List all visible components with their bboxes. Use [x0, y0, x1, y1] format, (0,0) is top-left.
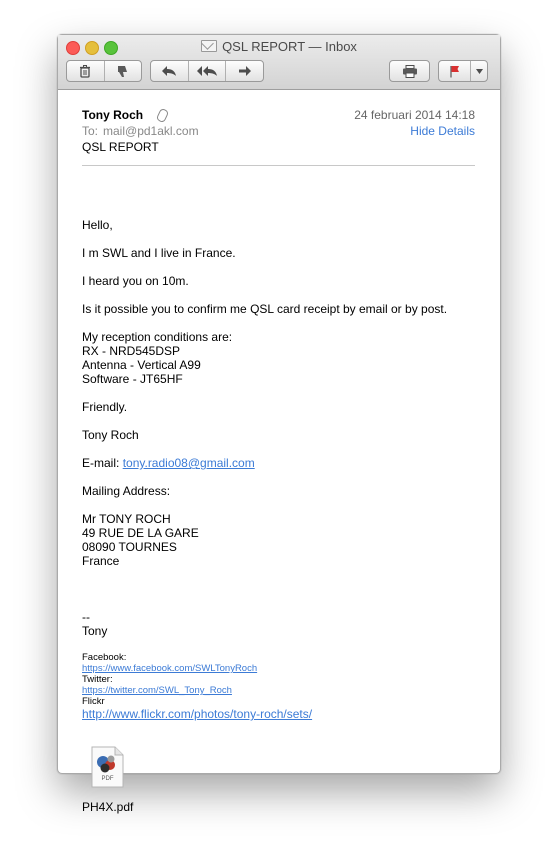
message-subject: QSL REPORT [82, 140, 159, 154]
address-line: 08090 TOURNES [82, 540, 177, 554]
mailing-address [82, 512, 477, 568]
body-line: I heard you on 10m. [82, 274, 189, 288]
signature-name: Tony [82, 624, 108, 638]
email-row [82, 456, 477, 470]
delete-button[interactable] [67, 61, 105, 81]
title-bar [58, 35, 500, 90]
reply-all-button[interactable] [189, 61, 227, 81]
pdf-document-icon [91, 746, 124, 788]
junk-button[interactable] [105, 61, 142, 81]
forward-arrow-icon [238, 65, 252, 77]
body-name: Tony Roch [82, 428, 139, 442]
reply-forward-group [150, 60, 264, 82]
flickr-link[interactable]: http://www.flickr.com/photos/tony-roch/sets/ [82, 707, 313, 721]
envelope-icon [201, 40, 217, 52]
recipient-row [82, 124, 199, 138]
body-friendly: Friendly. [82, 400, 128, 414]
printer-icon [402, 65, 418, 78]
condition-item: RX - NRD545DSP [82, 344, 181, 358]
twitter-link[interactable]: https://twitter.com/SWL_Tony_Roch [82, 685, 232, 696]
reply-arrow-icon [161, 65, 177, 77]
attachment-filename[interactable]: PH4X.pdf [82, 800, 134, 814]
delete-junk-group [66, 60, 142, 82]
reply-all-arrow-icon [196, 65, 218, 77]
mailing-label: Mailing Address: [82, 484, 171, 498]
twitter-label: Twitter: [82, 674, 113, 685]
pdf-icon-label: PDF [101, 776, 114, 782]
facebook-link[interactable]: https://www.facebook.com/SWLTonyRoch [82, 663, 258, 674]
thumbs-down-icon [116, 65, 130, 78]
email-label: E-mail: [82, 456, 120, 470]
recipient-address[interactable]: mail@pd1akl.com [103, 124, 199, 138]
to-label: To: [82, 124, 99, 138]
print-button[interactable] [390, 61, 429, 81]
conditions-title: My reception conditions are: [82, 330, 233, 344]
hide-details-link[interactable]: Hide Details [410, 124, 475, 138]
reply-button[interactable] [151, 61, 189, 81]
mail-window [57, 34, 501, 814]
pdf-attachment-icon[interactable] [91, 746, 124, 788]
flickr-row [82, 707, 477, 721]
window-title-wrap [58, 39, 500, 54]
reception-conditions [82, 330, 477, 386]
body-line: Is it possible you to confirm me QSL card receipt by email or by post. [82, 302, 448, 316]
flag-menu-button[interactable] [471, 61, 487, 81]
flag-icon [449, 65, 461, 78]
signature-separator: -- [82, 610, 90, 624]
message-date: 24 februari 2014 14:18 [354, 108, 475, 122]
facebook-label: Facebook: [82, 652, 127, 663]
flickr-label: Flickr [82, 696, 105, 707]
address-line: France [82, 554, 120, 568]
trash-icon [79, 65, 91, 78]
condition-item: Software - JT65HF [82, 372, 183, 386]
paperclip-icon [156, 108, 170, 124]
flag-group [438, 60, 488, 82]
social-links [82, 652, 477, 707]
flag-button[interactable] [439, 61, 471, 81]
print-group [389, 60, 430, 82]
sender-name[interactable]: Tony Roch [82, 108, 144, 122]
forward-button[interactable] [226, 61, 263, 81]
window-title: QSL REPORT — Inbox [222, 39, 357, 54]
address-line: Mr TONY ROCH [82, 512, 171, 526]
email-link[interactable]: tony.radio08@gmail.com [122, 456, 255, 470]
body-greeting: Hello, [82, 218, 113, 232]
condition-item: Antenna - Vertical A99 [82, 358, 201, 372]
address-line: 49 RUE DE LA GARE [82, 526, 199, 540]
header-divider [82, 165, 475, 166]
body-line: I m SWL and I live in France. [82, 246, 236, 260]
chevron-down-icon [476, 69, 483, 74]
